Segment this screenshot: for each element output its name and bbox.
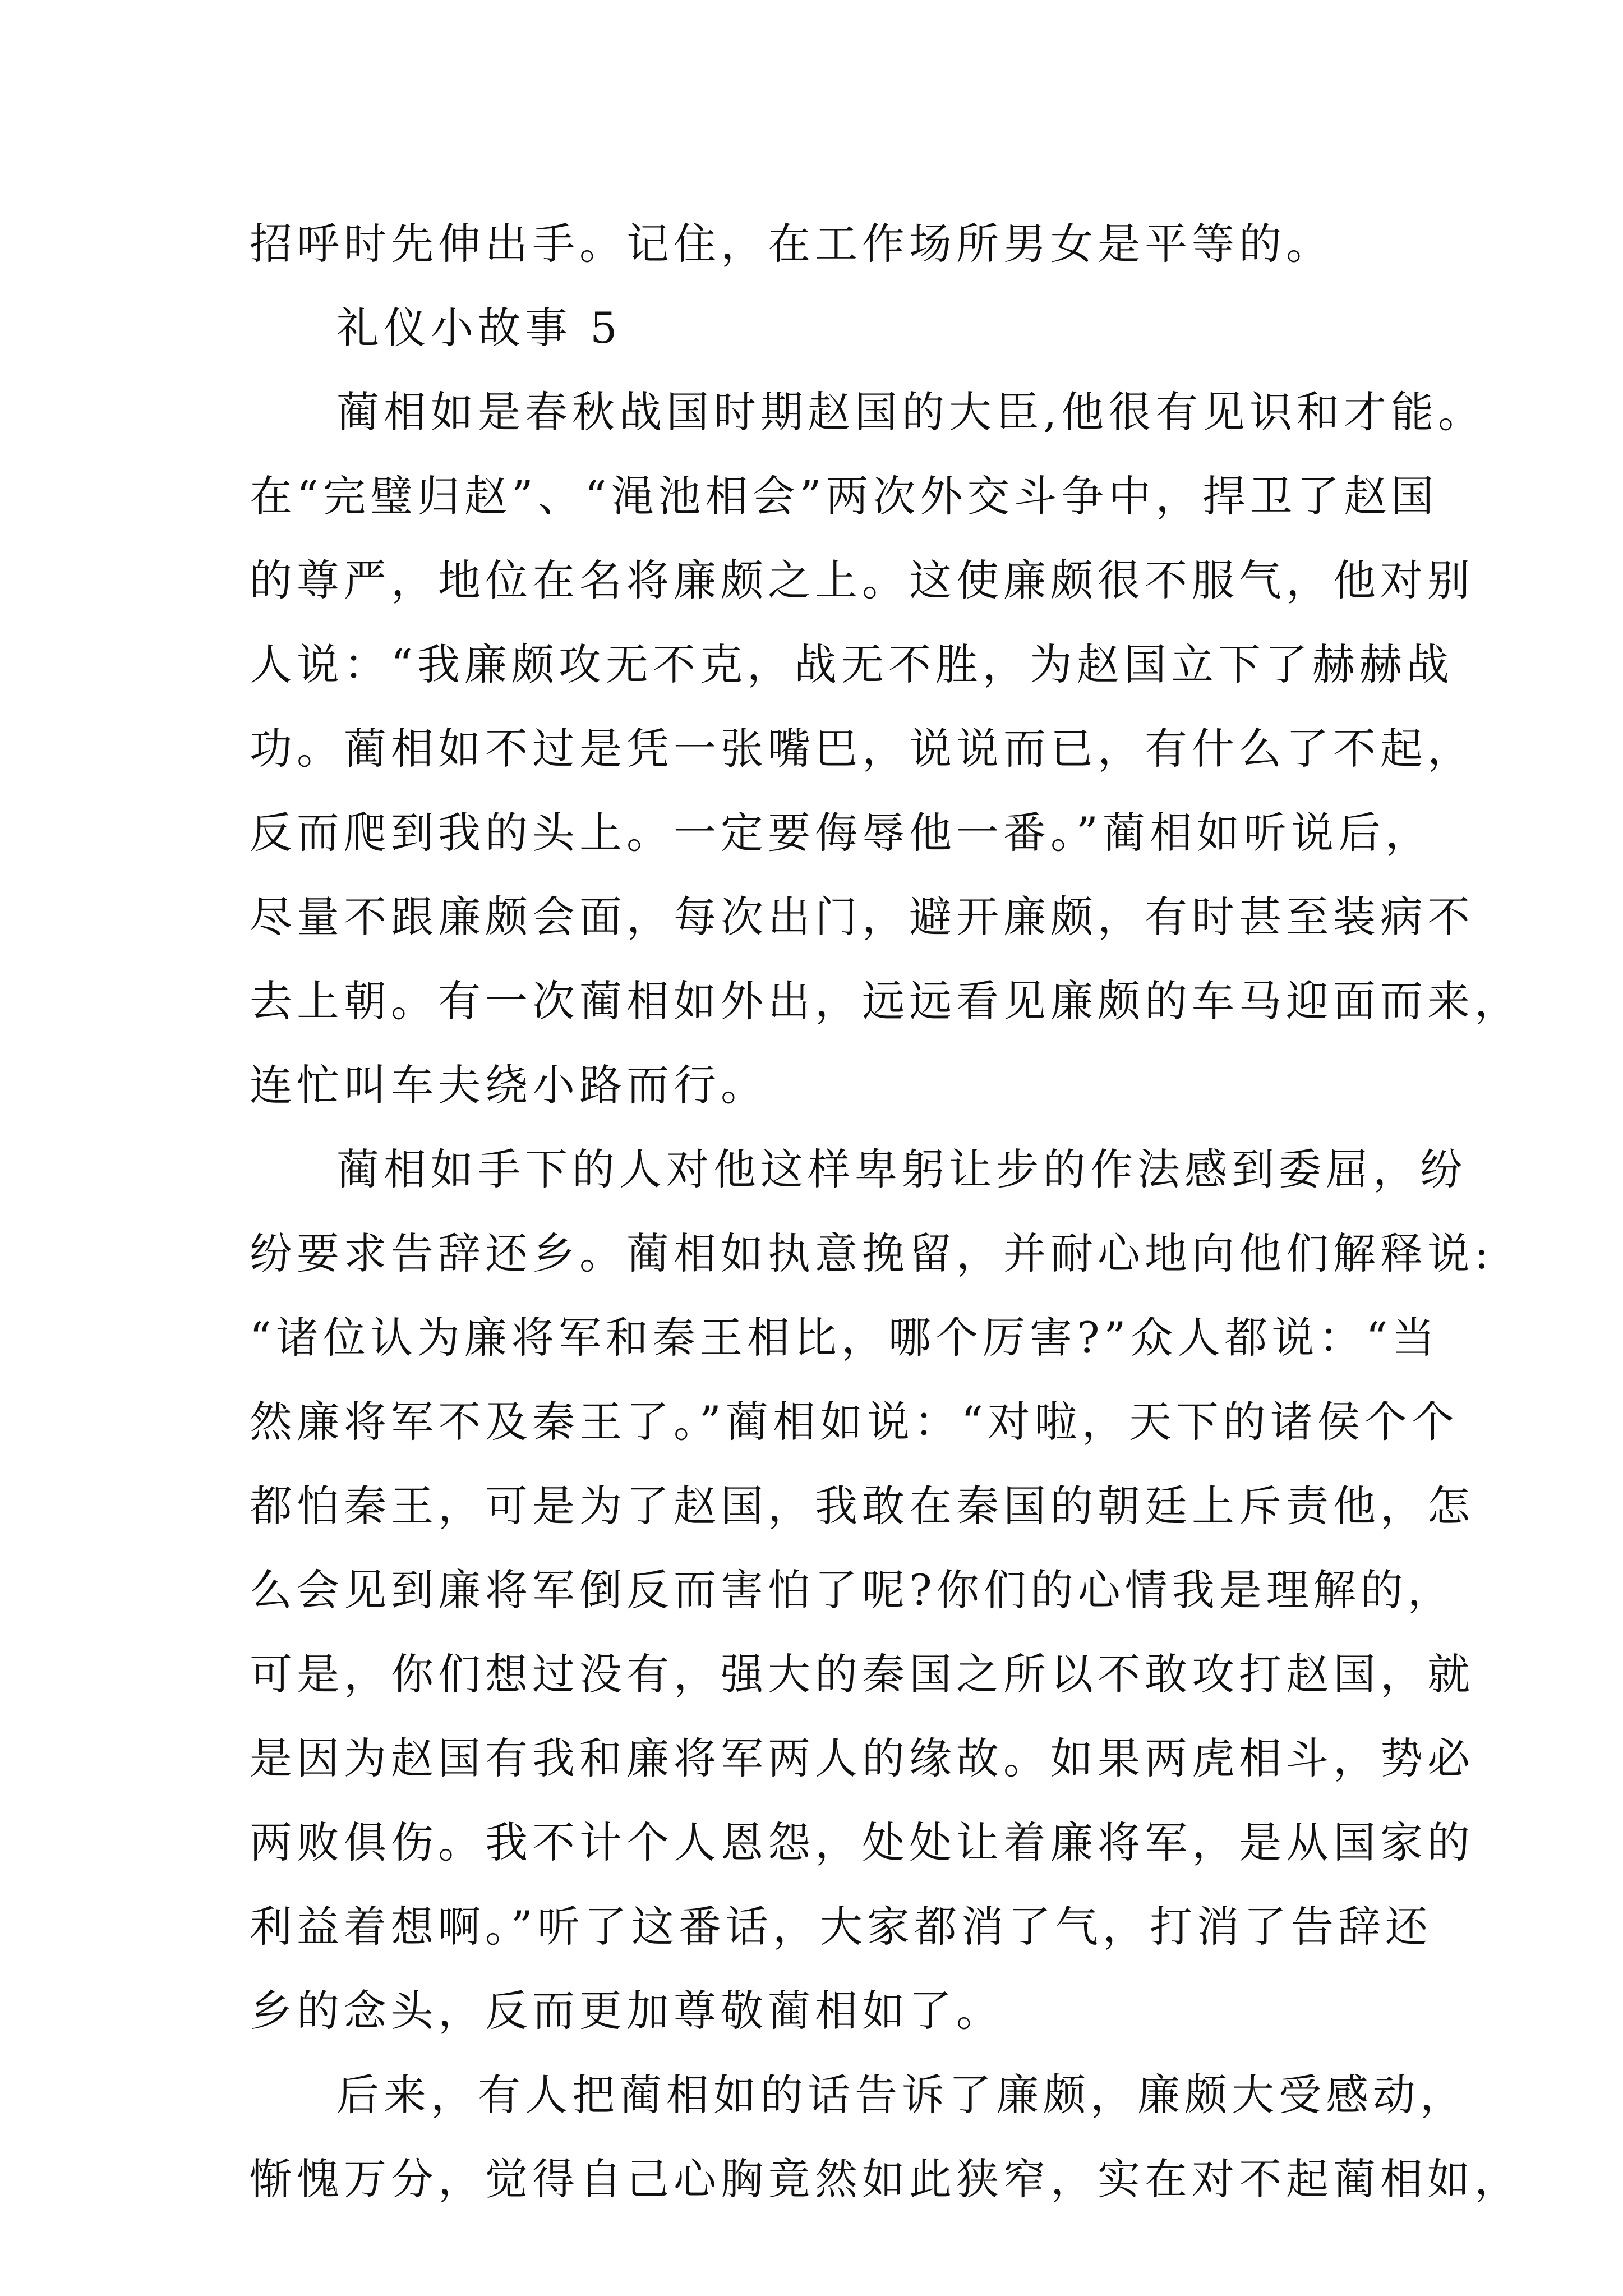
text-line: 惭愧万分，觉得自己心胸竟然如此狭窄，实在对不起蔺相如， <box>250 2154 1521 2204</box>
text-line: 功。蔺相如不过是凭一张嘴巴，说说而已，有什么了不起， <box>250 724 1474 774</box>
text-line: 利益着想啊。”听了这番话，大家都消了气，打消了告辞还 <box>250 1902 1432 1952</box>
text-line: 两败俱伤。我不计个人恩怨，处处让着廉将军，是从国家的 <box>250 1818 1474 1867</box>
text-line: 么会见到廉将军倒反而害怕了呢?你们的心情我是理解的， <box>250 1565 1455 1615</box>
text-line: 后来，有人把蔺相如的话告诉了廉颇，廉颇大受感动， <box>336 2070 1467 2120</box>
text-line: 在“完璧归赵”、“渑池相会”两次外交斗争中，捍卫了赵国 <box>250 471 1438 521</box>
text-line: 招呼时先伸出手。记住，在工作场所男女是平等的。 <box>250 219 1333 269</box>
text-line: 可是，你们想过没有，强大的秦国之所以不敢攻打赵国，就 <box>250 1649 1474 1699</box>
section-heading: 礼仪小故事 5 <box>336 303 622 353</box>
text-line: 乡的念头，反而更加尊敬蔺相如了。 <box>250 1986 1003 2036</box>
text-line: 是因为赵国有我和廉将军两人的缘故。如果两虎相斗，势必 <box>250 1733 1474 1783</box>
text-line: 人说：“我廉颇攻无不克，战无不胜，为赵国立下了赫赫战 <box>250 639 1454 689</box>
text-line: 反而爬到我的头上。一定要侮辱他一番。”蔺相如听说后， <box>250 808 1432 858</box>
text-line: 连忙叫车夫绕小路而行。 <box>250 1060 768 1110</box>
text-line: 都怕秦王，可是为了赵国，我敢在秦国的朝廷上斥责他，怎 <box>250 1481 1474 1531</box>
text-line: 去上朝。有一次蔺相如外出，远远看见廉颇的车马迎面而来， <box>250 976 1521 1026</box>
text-line: 的尊严，地位在名将廉颇之上。这使廉颇很不服气，他对别 <box>250 555 1474 605</box>
text-line: “诸位认为廉将军和秦王相比，哪个厉害?”众人都说：“当 <box>250 1313 1440 1363</box>
text-line: 纷要求告辞还乡。蔺相如执意挽留，并耐心地向他们解释说: <box>250 1228 1493 1278</box>
text-line: 然廉将军不及秦王了。”蔺相如说：“对啦，天下的诸侯个个 <box>250 1397 1459 1447</box>
text-line: 尽量不跟廉颇会面，每次出门，避开廉颇，有时甚至装病不 <box>250 892 1474 942</box>
text-line: 蔺相如是春秋战国时期赵国的大臣,他很有见识和才能。 <box>336 387 1486 437</box>
text-line: 蔺相如手下的人对他这样卑躬让步的作法感到委屈，纷 <box>336 1144 1467 1194</box>
